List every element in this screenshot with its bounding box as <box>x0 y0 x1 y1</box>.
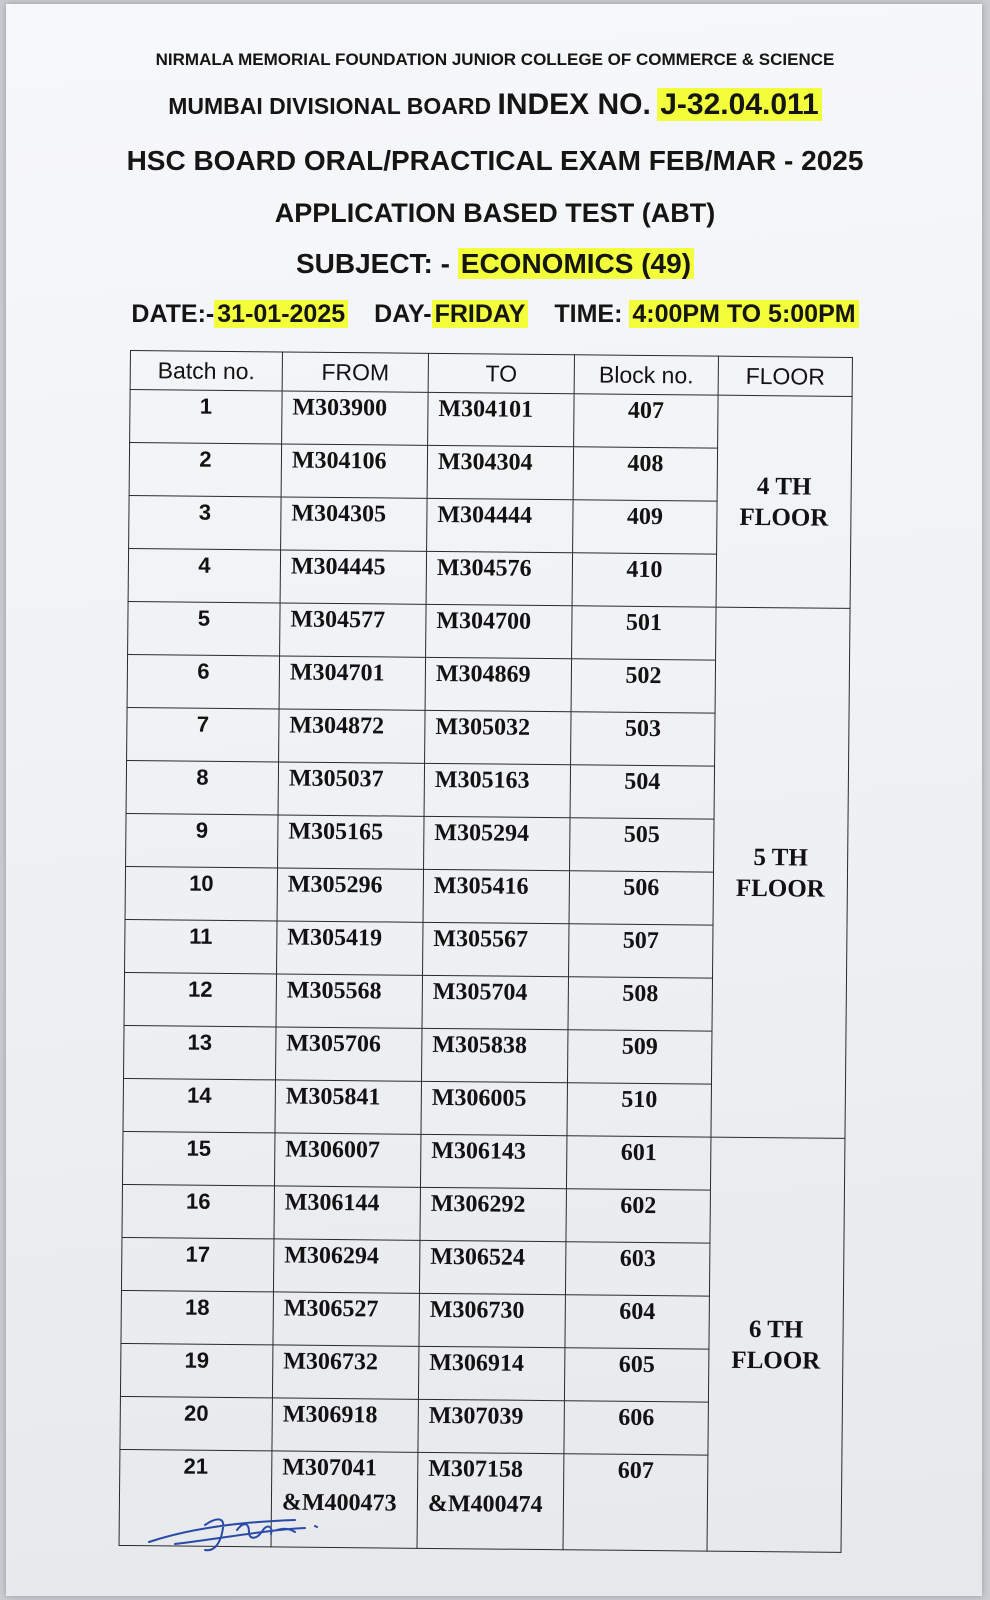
batch-table <box>119 350 853 1553</box>
to-cell: M307039 <box>418 1399 565 1453</box>
batch-cell: 21 <box>119 1449 272 1546</box>
block-cell: 410 <box>572 553 717 607</box>
batch-cell: 4 <box>128 548 281 602</box>
to-code: M307158 <box>428 1455 524 1483</box>
batch-cell: 11 <box>125 919 278 973</box>
block-cell: 408 <box>573 447 718 501</box>
block-cell: 606 <box>564 1401 709 1455</box>
floor-cell <box>707 1137 845 1552</box>
to-cell <box>417 1452 564 1549</box>
from-code: M307041 <box>282 1454 378 1482</box>
from-cell: M305296 <box>277 868 424 922</box>
from-cell: M306294 <box>273 1239 420 1293</box>
to-cell: M304869 <box>425 657 572 711</box>
batch-cell: 2 <box>129 443 282 497</box>
batch-cell: 18 <box>121 1290 274 1344</box>
from-cell: M304577 <box>280 603 427 657</box>
subject-value: ECONOMICS (49) <box>458 248 694 279</box>
from-cell: M306918 <box>272 1398 419 1452</box>
batch-cell: 13 <box>124 1025 277 1079</box>
board-line <box>0 88 990 122</box>
from-cell: M305037 <box>278 762 425 816</box>
from-cell: M304701 <box>279 656 426 710</box>
floor-word: FLOOR <box>739 503 829 532</box>
to-cell: M305838 <box>421 1028 568 1082</box>
from-cell: M305165 <box>278 815 425 869</box>
floor-word: FLOOR <box>731 1346 821 1375</box>
batch-cell: 12 <box>124 972 277 1026</box>
block-cell: 605 <box>564 1348 709 1402</box>
from-cell: M305841 <box>275 1080 422 1134</box>
test-title: APPLICATION BASED TEST (ABT) <box>274 198 716 228</box>
from-cell: M303900 <box>282 391 429 445</box>
to-cell: M305294 <box>424 816 571 870</box>
block-cell: 604 <box>565 1295 710 1349</box>
from-cell: M305419 <box>277 921 424 975</box>
batch-cell: 15 <box>122 1131 275 1185</box>
batch-cell: 3 <box>129 495 282 549</box>
to-cell: M304444 <box>427 498 574 552</box>
floor-number: 5 TH <box>753 843 808 872</box>
from-cell: M306527 <box>273 1292 420 1346</box>
floor-number: 4 TH <box>756 472 812 501</box>
to-cell: M306730 <box>419 1293 566 1347</box>
block-cell: 509 <box>567 1030 712 1084</box>
header-to: TO <box>428 353 574 393</box>
from-cell: M304305 <box>281 497 428 551</box>
time-label: TIME: <box>554 300 623 328</box>
to-code-extra: &M400474 <box>427 1490 543 1519</box>
from-cell: M304445 <box>280 550 427 604</box>
day-value: FRIDAY <box>432 300 529 328</box>
table-header-row <box>130 351 852 397</box>
block-cell: 607 <box>563 1454 708 1551</box>
to-cell: M305416 <box>423 869 570 923</box>
batch-cell: 7 <box>127 707 280 761</box>
block-cell: 503 <box>571 712 716 766</box>
to-cell: M304101 <box>428 392 575 446</box>
header-block: Block no. <box>574 355 718 395</box>
to-cell: M306914 <box>418 1346 565 1400</box>
to-cell: M304700 <box>426 604 573 658</box>
to-cell: M306005 <box>421 1081 568 1135</box>
batch-table-wrapper <box>119 350 853 1553</box>
to-cell: M306292 <box>420 1187 567 1241</box>
from-cell: M306007 <box>274 1133 421 1187</box>
to-cell: M306524 <box>419 1240 566 1294</box>
date-value: 31-01-2025 <box>214 300 348 328</box>
from-cell: M305706 <box>275 1027 422 1081</box>
index-number: J-32.04.011 <box>657 88 821 121</box>
floor-cell <box>716 395 852 608</box>
floor-number: 6 TH <box>748 1315 804 1344</box>
to-cell: M305567 <box>423 922 570 976</box>
block-cell: 407 <box>574 394 719 448</box>
board-name: MUMBAI DIVISIONAL BOARD <box>168 93 492 119</box>
to-cell: M306143 <box>420 1134 567 1188</box>
date-line <box>0 300 990 329</box>
block-cell: 602 <box>566 1189 711 1243</box>
college-name: NIRMALA MEMORIAL FOUNDATION JUNIOR COLLEGE OF COMMERCE & SCIENCE <box>155 50 835 69</box>
batch-cell: 20 <box>120 1396 273 1450</box>
date-label: DATE:- <box>131 300 215 328</box>
header-batch: Batch no. <box>130 351 282 391</box>
block-cell: 603 <box>565 1242 710 1296</box>
to-cell: M304304 <box>427 445 574 499</box>
batch-cell: 8 <box>126 760 279 814</box>
from-cell: M306144 <box>274 1186 421 1240</box>
index-label: INDEX NO. <box>497 88 651 121</box>
to-cell: M305704 <box>422 975 569 1029</box>
time-value: 4:00PM TO 5:00PM <box>629 300 858 328</box>
from-cell: M304872 <box>279 709 426 763</box>
batch-cell: 19 <box>120 1343 273 1397</box>
floor-word: FLOOR <box>735 874 825 903</box>
batch-cell: 9 <box>126 813 279 867</box>
block-cell: 501 <box>572 606 717 660</box>
header-from: FROM <box>282 352 428 392</box>
block-cell: 504 <box>570 765 715 819</box>
exam-title: HSC BOARD ORAL/PRACTICAL EXAM FEB/MAR - 2025 <box>126 145 864 176</box>
batch-cell: 1 <box>130 390 283 444</box>
table-row <box>128 601 850 661</box>
batch-cell: 10 <box>125 866 278 920</box>
from-code-extra: &M400473 <box>281 1489 397 1517</box>
floor-cell <box>711 607 850 1138</box>
signature-icon <box>145 1500 345 1570</box>
block-cell: 502 <box>571 659 716 713</box>
subject-line <box>0 248 990 280</box>
batch-cell: 16 <box>122 1184 275 1238</box>
subject-label: SUBJECT: - <box>295 248 450 279</box>
day-label: DAY- <box>374 300 432 328</box>
to-cell: M305032 <box>425 710 572 764</box>
batch-cell: 5 <box>128 601 281 655</box>
table-row <box>130 390 852 450</box>
block-cell: 510 <box>567 1083 712 1137</box>
block-cell: 507 <box>569 924 714 978</box>
block-cell: 506 <box>569 871 714 925</box>
batch-cell: 6 <box>127 654 280 708</box>
batch-cell: 14 <box>123 1078 276 1132</box>
block-cell: 508 <box>568 977 713 1031</box>
from-cell: M305568 <box>276 974 423 1028</box>
to-cell: M304576 <box>426 551 573 605</box>
table-row <box>122 1131 844 1191</box>
block-cell: 601 <box>566 1136 711 1190</box>
from-cell: M306732 <box>272 1345 419 1399</box>
batch-cell: 17 <box>121 1237 274 1291</box>
from-cell: M304106 <box>281 444 428 498</box>
to-cell: M305163 <box>424 763 571 817</box>
block-cell: 505 <box>570 818 715 872</box>
header-floor: FLOOR <box>718 356 852 396</box>
block-cell: 409 <box>573 500 718 554</box>
